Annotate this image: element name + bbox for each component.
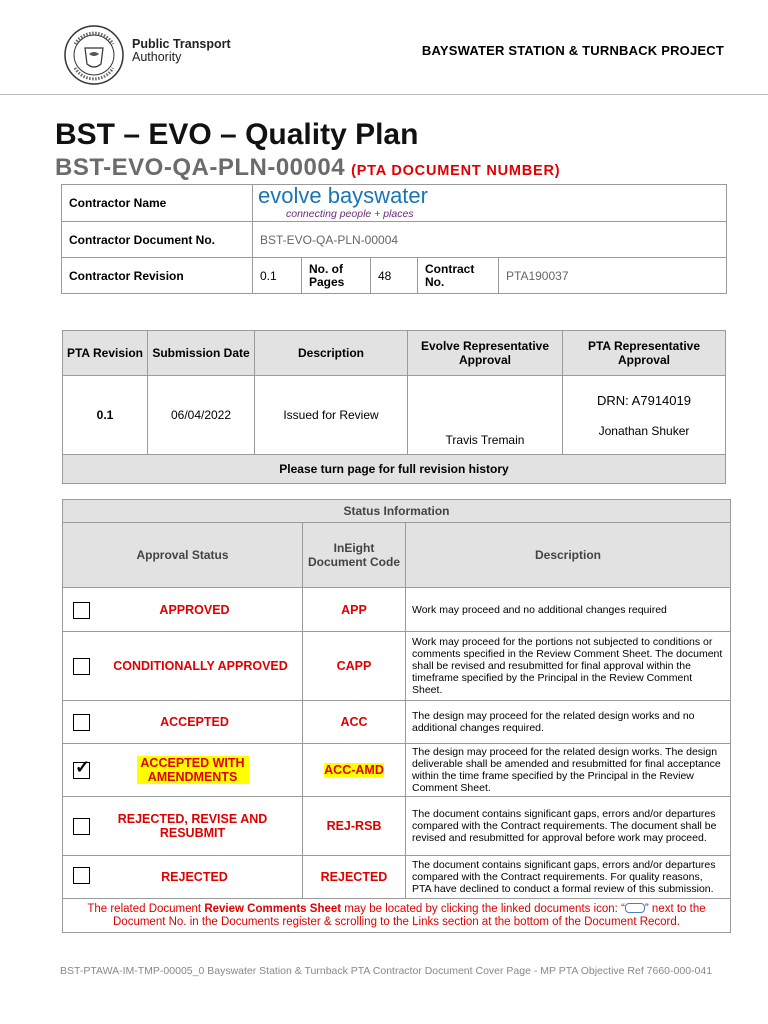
submission-date-value: 06/04/2022 — [148, 376, 255, 455]
pta-rep-value: Jonathan Shuker — [598, 423, 690, 438]
accepted-checkbox[interactable] — [73, 714, 90, 731]
logo-main-text: evolve bayswater — [258, 185, 428, 208]
status-description: Work may proceed and no additional changes required — [406, 588, 731, 632]
status-table — [62, 499, 731, 933]
turn-page-note: Please turn page for full revision history — [63, 455, 726, 484]
document-number — [55, 154, 560, 182]
pta-approval-cell — [563, 376, 726, 455]
contractor-logo — [253, 185, 727, 222]
status-label: ACCEPTED — [160, 715, 229, 729]
status-code-text: ACC-AMD — [324, 763, 384, 777]
org-line-2: Authority — [132, 50, 182, 64]
contractor-revision-value: 0.1 — [253, 258, 302, 294]
status-cell — [63, 744, 303, 797]
rejected-checkbox[interactable] — [73, 867, 90, 884]
status-description: Work may proceed for the portions not subjected to conditions or comments specified in the Review Comment Sheet. The document shall be revised and resubmitted for final approval within the timeframe specified by the Principal in the Review Comment Sheet. — [406, 632, 731, 701]
document-title: BST – EVO – Quality Plan — [55, 118, 419, 151]
status-label — [64, 756, 301, 784]
contract-number-value: PTA190037 — [499, 258, 727, 294]
status-row — [63, 701, 731, 744]
revision-value: 0.1 — [63, 376, 148, 455]
status-cell — [63, 588, 303, 632]
status-row — [63, 856, 731, 899]
page-header — [0, 0, 768, 95]
status-label: APPROVED — [159, 602, 230, 617]
note-mid: may be located by clicking the linked documents icon: “ — [341, 902, 625, 915]
page-footer: BST-PTAWA-IM-TMP-00005_0 Bayswater Station & Turnback PTA Contractor Document Cover Page - MP PTA Objective Ref 7660-000-041 — [60, 965, 713, 977]
revision-table — [62, 330, 726, 484]
organisation-name — [132, 38, 231, 64]
revision-row — [63, 376, 726, 455]
document-number-value: BST-EVO-QA-PLN-00004 — [55, 154, 346, 181]
note-post: ” next to the Document No. in the Documents register & scrolling to the Links section at the bottom of the Document Record. — [113, 902, 706, 928]
accepted-with-amendments-checkbox[interactable] — [73, 757, 91, 779]
contractor-table — [61, 184, 727, 294]
col-document-code: InEight Document Code — [303, 523, 406, 588]
status-cell — [63, 856, 303, 899]
col-approval-status: Approval Status — [63, 523, 303, 588]
status-code: REJECTED — [303, 856, 406, 899]
review-comments-note — [63, 899, 731, 933]
status-label: CONDITIONALLY APPROVED — [113, 659, 288, 673]
evolve-rep-value: Travis Tremain — [408, 376, 563, 455]
government-seal-icon — [63, 24, 125, 86]
linked-documents-icon — [625, 903, 645, 913]
status-code: CAPP — [303, 632, 406, 701]
conditionally-approved-checkbox[interactable] — [73, 658, 90, 675]
status-code — [303, 744, 406, 797]
status-description: The document contains significant gaps, errors and/or departures compared with the Contract requirements. The document shall be revised and resubmitted for approval before work may proceed. — [406, 797, 731, 856]
col-pta-revision: PTA Revision — [63, 331, 148, 376]
status-row — [63, 744, 731, 797]
document-number-note: (PTA DOCUMENT NUMBER) — [351, 163, 561, 179]
status-label: REJECTED — [161, 870, 228, 884]
status-description: The document contains significant gaps, errors and/or departures compared with the Contract requirements. For quality reasons, PTA have declined to conduct a formal review of this submission. — [406, 856, 731, 899]
status-cell — [63, 797, 303, 856]
status-label: REJECTED, REVISE AND RESUBMIT — [117, 812, 268, 840]
status-row — [63, 588, 731, 632]
status-cell — [63, 632, 303, 701]
col-pta-approval: PTA Representative Approval — [563, 331, 726, 376]
col-status-description: Description — [406, 523, 731, 588]
status-description: The design may proceed for the related design works. The design deliverable shall be amended and resubmitted for final acceptance within the time frame specified by the Principal in the Review Comment Sheet. — [406, 744, 731, 797]
note-bold: Review Comments Sheet — [204, 902, 342, 915]
contractor-name-label: Contractor Name — [62, 185, 253, 222]
contractor-revision-label: Contractor Revision — [62, 258, 253, 294]
col-evolve-approval: Evolve Representative Approval — [408, 331, 563, 376]
status-code: REJ-RSB — [303, 797, 406, 856]
rejected-revise-resubmit-checkbox[interactable] — [73, 818, 90, 835]
drn-value: DRN: A7914019 — [597, 392, 691, 408]
status-code: ACC — [303, 701, 406, 744]
status-label-text: ACCEPTED WITH AMENDMENTS — [137, 756, 249, 784]
description-value: Issued for Review — [255, 376, 408, 455]
logo-tagline: connecting people + places — [286, 208, 414, 220]
note-pre: The related Document — [87, 902, 205, 915]
contractor-docno-label: Contractor Document No. — [62, 222, 253, 258]
status-description: The design may proceed for the related design works and no additional changes required. — [406, 701, 731, 744]
status-cell — [63, 701, 303, 744]
status-row — [63, 632, 731, 701]
pages-label: No. of Pages — [302, 258, 371, 294]
status-table-title: Status Information — [63, 500, 731, 523]
org-line-1: Public Transport — [132, 37, 231, 51]
project-title: BAYSWATER STATION & TURNBACK PROJECT — [421, 43, 724, 58]
evolve-logo — [256, 185, 476, 221]
contract-number-label: Contract No. — [418, 258, 499, 294]
checkmark-icon: ✓ — [75, 757, 91, 777]
status-row — [63, 797, 731, 856]
approved-checkbox[interactable] — [73, 602, 90, 619]
contractor-docno-value: BST-EVO-QA-PLN-00004 — [253, 222, 727, 258]
col-description: Description — [255, 331, 408, 376]
col-submission-date: Submission Date — [148, 331, 255, 376]
pages-value: 48 — [371, 258, 418, 294]
status-code: APP — [303, 588, 406, 632]
